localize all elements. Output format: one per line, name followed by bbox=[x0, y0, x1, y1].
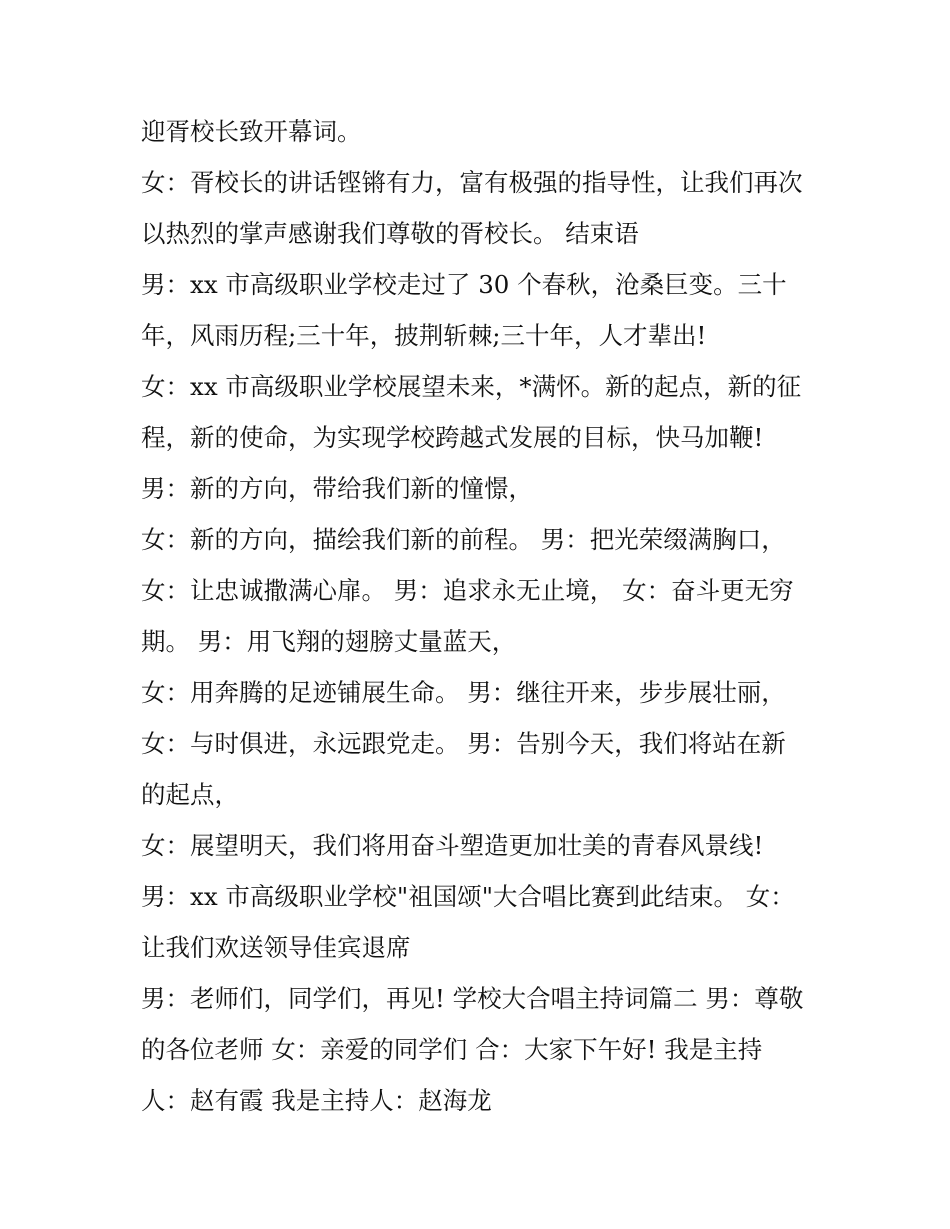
text-line: 程，新的使命，为实现学校跨越式发展的目标，快马加鞭! bbox=[141, 423, 764, 452]
text-line: 人：赵有霞 我是主持人：赵海龙 bbox=[141, 1086, 492, 1115]
text-line: 女：胥校长的讲话铿锵有力，富有极强的指导性，让我们再次 bbox=[141, 168, 803, 197]
text-line: 的各位老师 女：亲爱的同学们 合：大家下午好! 我是主持 bbox=[141, 1035, 763, 1064]
text-line: 男：xx 市高级职业学校"祖国颂"大合唱比赛到此结束。 女： bbox=[141, 882, 795, 911]
text-line: 女：xx 市高级职业学校展望未来，*满怀。新的起点，新的征 bbox=[141, 372, 802, 401]
text-line: 女：与时俱进，永远跟党走。 男：告别今天，我们将站在新 bbox=[141, 729, 786, 758]
text-line: 期。 男：用飞翔的翅膀丈量蓝天， bbox=[141, 627, 517, 656]
body-text bbox=[141, 106, 841, 1126]
text-line: 的起点， bbox=[141, 780, 239, 809]
text-line: 男：xx 市高级职业学校走过了 30 个春秋，沧桑巨变。三十 bbox=[141, 270, 787, 299]
text-line: 女：用奔腾的足迹铺展生命。 男：继往开来，步步展壮丽， bbox=[141, 678, 786, 707]
text-line: 女：新的方向，描绘我们新的前程。 男：把光荣缀满胸口， bbox=[141, 525, 786, 554]
text-line: 年，风雨历程;三十年，披荆斩棘;三十年，人才辈出! bbox=[141, 321, 707, 350]
text-line: 男：新的方向，带给我们新的憧憬， bbox=[141, 474, 533, 503]
text-line: 迎胥校长致开幕词。 bbox=[141, 117, 362, 146]
text-line: 男：老师们，同学们，再见! 学校大合唱主持词篇二 男：尊敬 bbox=[141, 984, 804, 1013]
text-line: 女：让忠诚撒满心扉。 男：追求永无止境， 女：奋斗更无穷 bbox=[141, 576, 794, 605]
text-line: 让我们欢送领导佳宾退席 bbox=[141, 933, 411, 962]
text-line: 以热烈的掌声感谢我们尊敬的胥校长。 结束语 bbox=[141, 219, 639, 248]
text-line: 女：展望明天，我们将用奋斗塑造更加壮美的青春风景线! bbox=[141, 831, 764, 860]
